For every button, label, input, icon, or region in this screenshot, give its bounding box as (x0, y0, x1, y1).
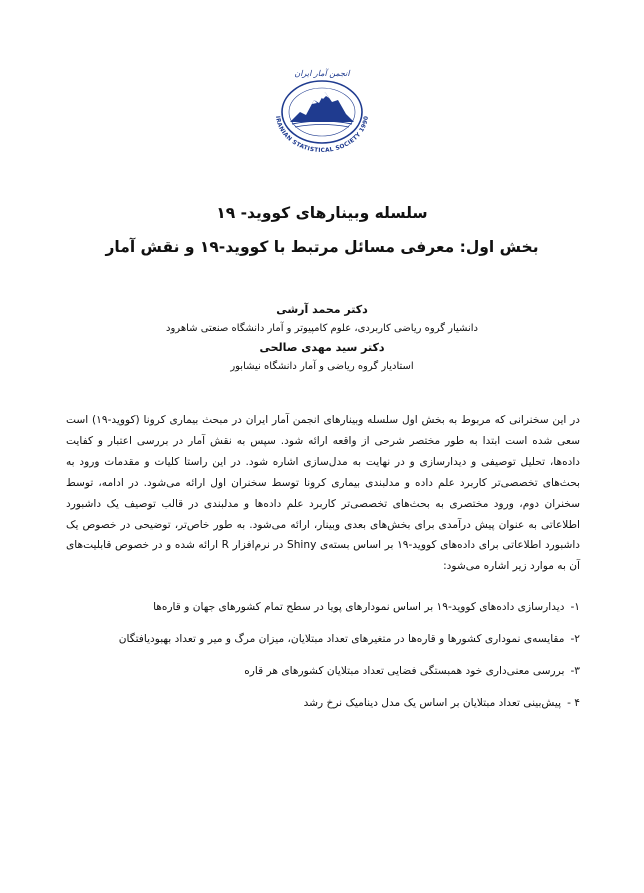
list-item-text: دیدارسازی داده‌های کووید-۱۹ بر اساس نمودارهای پویا در سطح تمام کشورهای جهان و قاره‌ها (153, 601, 565, 613)
title-block (60, 198, 584, 262)
list-item-text: پیش‌بینی تعداد مبتلایان بر اساس یک مدل دینامیک نرخ رشد (303, 697, 562, 709)
abstract-paragraph: در این سخنرانی که مربوط به بخش اول سلسله وبینارهای انجمن آمار ایران در مبحث بیماری کرونا (کووید-۱۹) است سعی شده است ابتدا به طور مختصر شرحی از واقعه ارائه شود. سپس به نقش آمار در بررسی اعتبار و کفایت داده‌ها، تحلیل توصیفی و دیدارسازی و در نهایت به مدل‌سازی اشاره شود. در این راستا کلیات و مقدمات ورود به بحث‌های تخصصی‌تر کاربرد علم داده و مدلبندی بیماری کرونا توسط سخنران اول ارائه می‌شود. در ادامه، توسط سخنران دوم، ورود مختصری به بحث‌های تخصصی‌تر کاربرد علم داده‌ها و مدلبندی در قالب توصیف یک داشبورد اطلاعاتی به عنوان پیش درآمدی برای بخش‌های بعدی وبینار، ارائه می‌شود. به طور خاص‌تر، توضیحی در خصوص یک داشبورد اطلاعاتی برای داده‌های کووید-۱۹ بر اساس بسته‌ی Shiny در نرم‌افزار R ارائه شده و در خصوص قابلیت‌های آن به موارد زیر اشاره می‌شود: (66, 414, 581, 573)
list-item (66, 661, 580, 681)
authors-block (40, 300, 604, 376)
author-name: دکتر محمد آرشی (276, 303, 368, 316)
series-title: سلسله وبینارهای کووید- ۱۹ (216, 204, 428, 222)
list-item-number: ۱- (570, 601, 580, 613)
society-logo (262, 60, 382, 152)
feature-list (66, 597, 580, 725)
session-title: بخش اول: معرفی مسائل مرتبط با کووید-۱۹ و نقش آمار (105, 238, 539, 256)
list-item-number: ۴ - (567, 697, 580, 709)
list-item-number: ۲- (570, 633, 580, 645)
list-item (66, 629, 580, 649)
list-item-number: ۳- (570, 665, 580, 677)
logo-persian-text: انجمن آمار ایران (294, 69, 350, 78)
author-name: دکتر سید مهدی صالحی (259, 341, 385, 354)
list-item (66, 693, 580, 713)
author-affiliation: استادیار گروه ریاضی و آمار دانشگاه نیشابور (230, 361, 414, 372)
list-item (66, 597, 580, 617)
author-affiliation: دانشیار گروه ریاضی کاربردی، علوم کامپیوتر و آمار دانشگاه صنعتی شاهرود (166, 323, 478, 334)
list-item-text: بررسی معنی‌داری خود همبستگی فضایی تعداد مبتلایان کشورهای هر قاره (244, 665, 565, 677)
logo-ring-text: IRANIAN STATISTICAL SOCIETY 1990 (274, 115, 370, 152)
mountain-emblem-icon (262, 60, 382, 152)
list-item-text: مقایسه‌ی نموداری کشورها و قاره‌ها در متغیرهای تعداد مبتلایان، میزان مرگ و میر و تعداد بهبودیافتگان (118, 633, 565, 645)
